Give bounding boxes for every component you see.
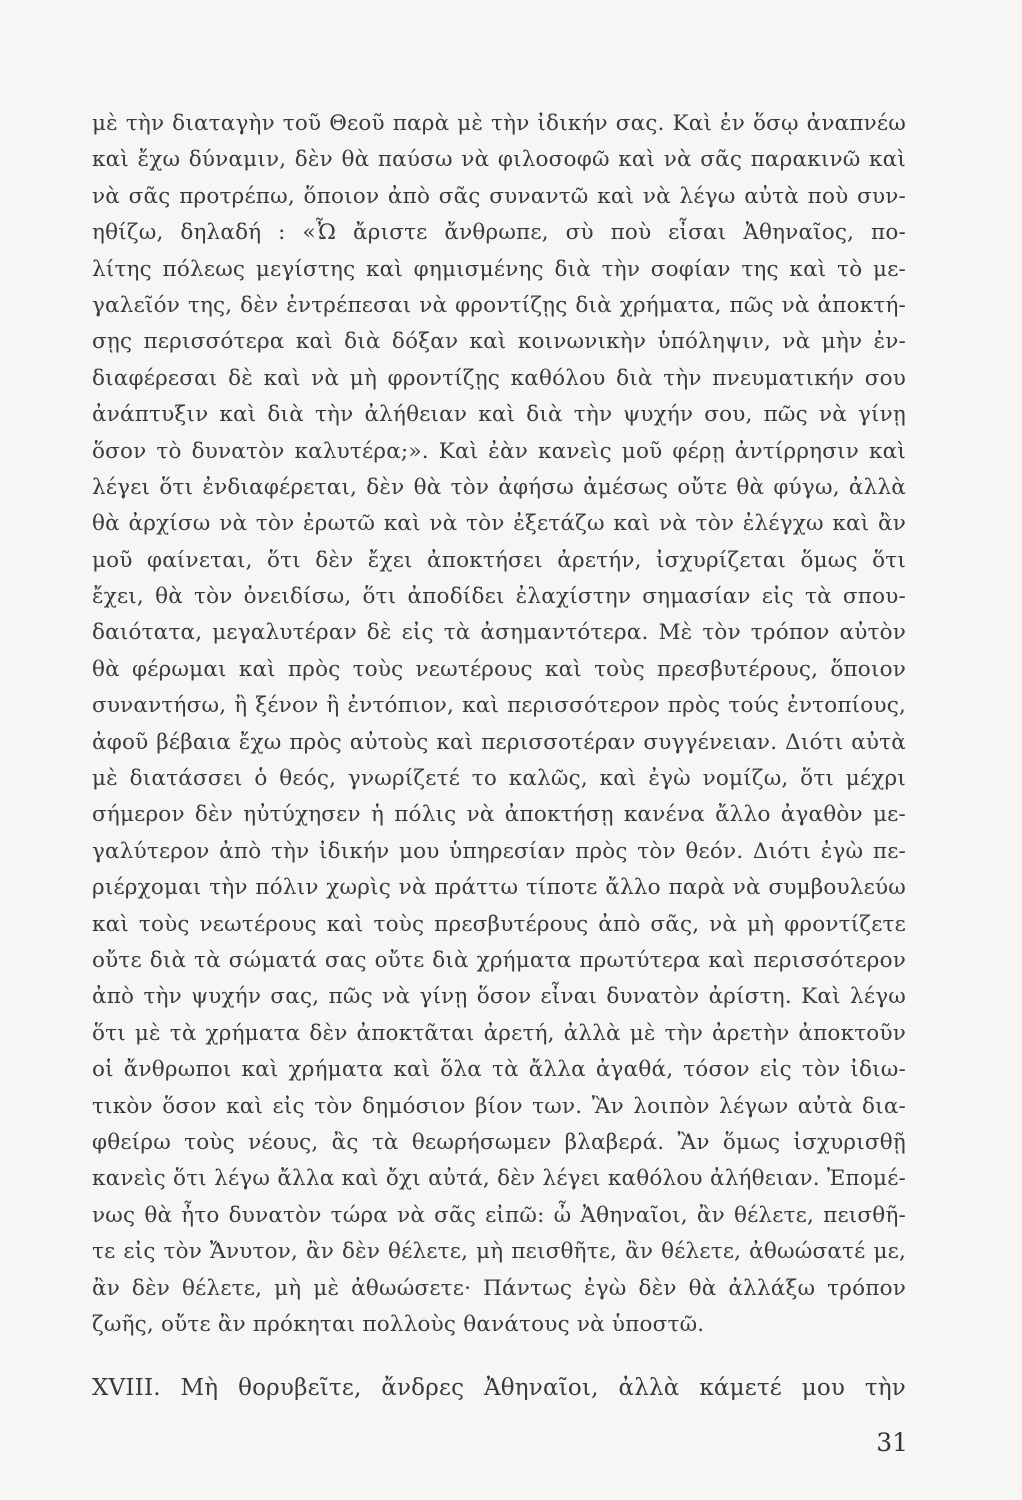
text-line: ἀπὸ τὴν ψυχήν σας, πῶς νὰ γίνῃ ὅσον εἶναι δυνατὸν ἀρίστη. Καὶ λέγω	[92, 984, 906, 1010]
text-line: κανεὶς ὅτι λέγω ἄλλα καὶ ὄχι αὐτά, δὲν λέγει καθόλου ἀλήθειαν. Ἐπομέ-	[92, 1166, 906, 1192]
body-paragraph	[92, 106, 906, 1343]
text-line: σῃς περισσότερα καὶ διὰ δόξαν καὶ κοινωνικὴν ὑπόληψιν, νὰ μὴν ἐν-	[92, 329, 906, 355]
page-number: 31	[876, 1427, 908, 1457]
text-line: γαλεῖόν της, δὲν ἐντρέπεσαι νὰ φροντίζῃς διὰ χρήματα, πῶς νὰ ἀποκτή-	[92, 292, 906, 318]
text-line: λέγει ὅτι ἐνδιαφέρεται, δὲν θὰ τὸν ἀφήσω ἀμέσως οὔτε θὰ φύγω, ἀλλὰ	[92, 474, 906, 500]
text-line: ἂν δὲν θέλετε, μὴ μὲ ἀθωώσετε· Πάντως ἐγὼ δὲν θὰ ἀλλάξω τρόπον	[92, 1275, 906, 1301]
text-line: μὲ τὴν διαταγὴν τοῦ Θεοῦ παρὰ μὲ τὴν ἰδικήν σας. Καὶ ἐν ὅσῳ ἀναπνέω	[92, 111, 906, 136]
text-line: μοῦ φαίνεται, ὅτι δὲν ἔχει ἀποκτήσει ἀρετήν, ἰσχυρίζεται ὅμως ὅτι	[92, 547, 906, 573]
text-line: θὰ ἀρχίσω νὰ τὸν ἐρωτῶ καὶ νὰ τὸν ἐξετάζω καὶ νὰ τὸν ἐλέγχω καὶ ἂν	[92, 511, 906, 537]
text-line: δαιότατα, μεγαλυτέραν δὲ εἰς τὰ ἀσημαντότερα. Μὲ τὸν τρόπον αὐτὸν	[92, 620, 906, 646]
text-line: καὶ ἔχω δύναμιν, δὲν θὰ παύσω νὰ φιλοσοφῶ καὶ νὰ σᾶς παρακινῶ καὶ	[92, 147, 906, 173]
text-line: ἔχει, θὰ τὸν ὀνειδίσω, ὅτι ἀποδίδει ἐλαχίστην σημασίαν εἰς τὰ σπου-	[92, 584, 906, 610]
text-line: ζωῆς, οὔτε ἂν πρόκηται πολλοὺς θανάτους νὰ ὑποστῶ.	[92, 1311, 705, 1337]
text-line: ὅτι μὲ τὰ χρήματα δὲν ἀποκτᾶται ἀρετή, ἀλλὰ μὲ τὴν ἀρετὴν ἀποκτοῦν	[92, 1020, 906, 1046]
text-line: γαλύτερον ἀπὸ τὴν ἰδικήν μου ὑπηρεσίαν πρὸς τὸν θεόν. Διότι ἐγὼ πε-	[92, 838, 906, 864]
text-line: λίτης πόλεως μεγίστης καὶ φημισμένης διὰ τὴν σοφίαν της καὶ τὸ με-	[92, 256, 906, 282]
text-line: μὲ διατάσσει ὁ θεός, γνωρίζετέ το καλῶς, καὶ ἐγὼ νομίζω, ὅτι μέχρι	[92, 766, 906, 792]
text-line: καὶ τοὺς νεωτέρους καὶ τοὺς πρεσβυτέρους ἀπὸ σᾶς, νὰ μὴ φροντίζετε	[92, 911, 906, 937]
text-line: ἀνάπτυξιν καὶ διὰ τὴν ἀλήθειαν καὶ διὰ τὴν ψυχήν σου, πῶς νὰ γίνῃ	[92, 402, 906, 428]
section-heading-line: XVIII. Μὴ θορυβεῖτε, ἄνδρες Ἀθηναῖοι, ἀλλὰ κάμετέ μου τὴν	[92, 1374, 906, 1401]
text-line: συναντήσω, ἢ ξένον ἢ ἐντόπιον, καὶ περισσότερον πρὸς τούς ἐντοπίους,	[92, 693, 906, 719]
text-line: οὔτε διὰ τὰ σώματά σας οὔτε διὰ χρήματα πρωτύτερα καὶ περισσότερον	[92, 947, 906, 973]
text-line: οἱ ἄνθρωποι καὶ χρήματα καὶ ὅλα τὰ ἄλλα ἀγαθά, τόσον εἰς τὸν ἰδιω-	[92, 1057, 906, 1083]
text-line: ηθίζω, δηλαδή : «Ὦ ἄριστε ἄνθρωπε, σὺ ποὺ εἶσαι Ἀθηναῖος, πο-	[92, 220, 906, 246]
text-line: νως θὰ ἦτο δυνατὸν τώρα νὰ σᾶς εἰπῶ: ὦ Ἀθηναῖοι, ἂν θέλετε, πεισθῆ-	[92, 1202, 906, 1228]
text-line: σήμερον δὲν ηὐτύχησεν ἡ πόλις νὰ ἀποκτήσῃ κανένα ἄλλο ἀγαθὸν με-	[92, 802, 906, 828]
text-line: ἀφοῦ βέβαια ἔχω πρὸς αὐτοὺς καὶ περισσοτέραν συγγένειαν. Διότι αὐτὰ	[92, 729, 906, 755]
text-line: τικὸν ὅσον καὶ εἰς τὸν δημόσιον βίον των. Ἂν λοιπὸν λέγων αὐτὰ δια-	[92, 1093, 906, 1119]
text-line: θὰ φέρωμαι καὶ πρὸς τοὺς νεωτέρους καὶ τοὺς πρεσβυτέρους, ὅποιον	[92, 656, 906, 682]
text-line: ριέρχομαι τὴν πόλιν χωρὶς νὰ πράττω τίποτε ἄλλο παρὰ νὰ συμβουλεύω	[92, 875, 906, 901]
text-line: διαφέρεσαι δὲ καὶ νὰ μὴ φροντίζῃς καθόλου διὰ τὴν πνευματικήν σου	[92, 365, 906, 391]
text-line: τε εἰς τὸν Ἄνυτον, ἂν δὲν θέλετε, μὴ πεισθῆτε, ἂν θέλετε, ἀθωώσατέ με,	[92, 1239, 906, 1265]
text-line: ὅσον τὸ δυνατὸν καλυτέρα;». Καὶ ἐὰν κανεὶς μοῦ φέρῃ ἀντίρρησιν καὶ	[92, 438, 906, 464]
text-line: νὰ σᾶς προτρέπω, ὅποιον ἀπὸ σᾶς συναντῶ καὶ νὰ λέγω αὐτὰ ποὺ συν-	[92, 183, 906, 209]
text-line: φθείρω τοὺς νέους, ἂς τὰ θεωρήσωμεν βλαβερά. Ἂν ὅμως ἰσχυρισθῇ	[92, 1129, 906, 1155]
